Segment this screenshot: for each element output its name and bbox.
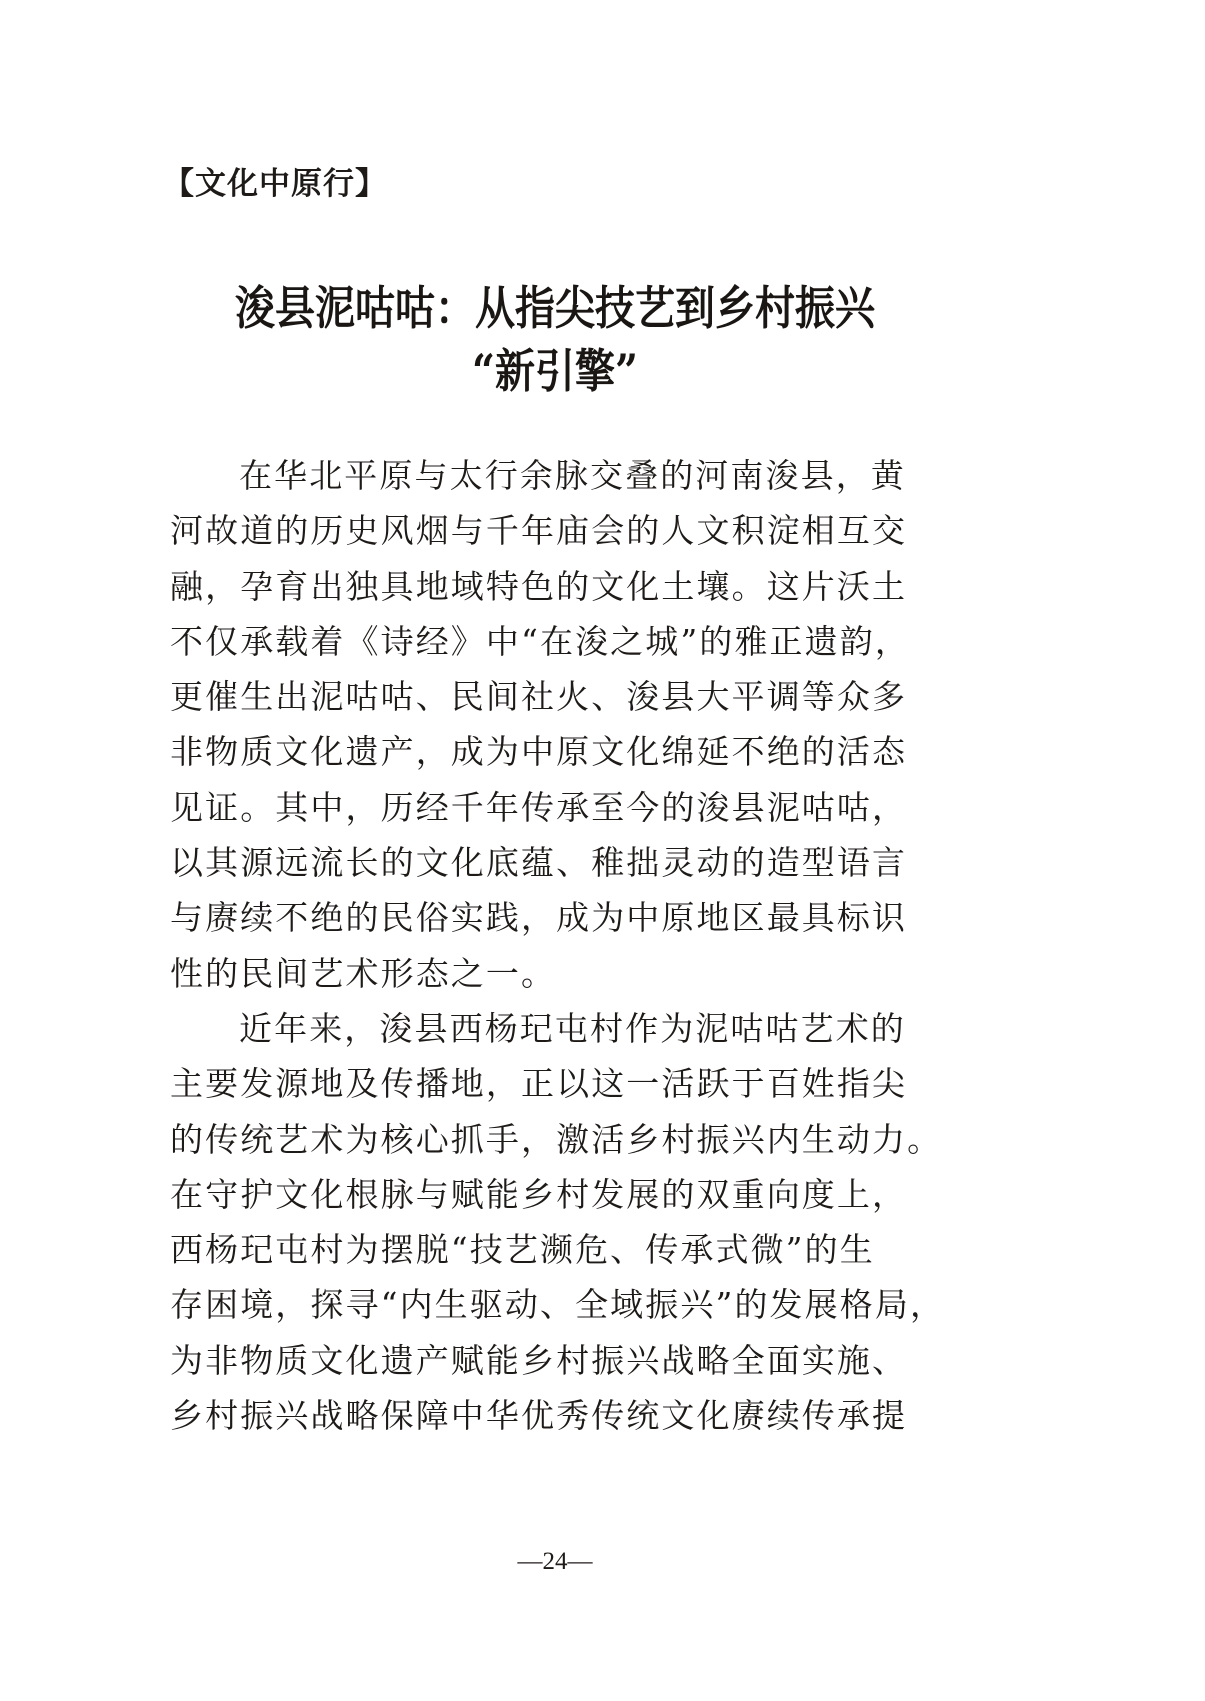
paragraph-1-line: 更催生出泥咕咕、民间社火、浚县大平调等众多 bbox=[170, 677, 908, 717]
paragraph-1-line: 性的民间艺术形态之一。 bbox=[170, 953, 557, 993]
paragraph-1-line: 与赓续不绝的民俗实践，成为中原地区最具标识 bbox=[170, 898, 908, 938]
paragraph-1-line: 在华北平原与太行余脉交叠的河南浚县，黄 bbox=[239, 456, 906, 495]
paragraph-1-line: 见证。其中，历经千年传承至今的浚县泥咕咕， bbox=[170, 787, 908, 827]
paragraph-2-line: 存困境，探寻“内生驱动、全域振兴”的发展格局， bbox=[170, 1285, 946, 1325]
paragraph-2-line: 主要发源地及传播地，正以这一活跃于百姓指尖 bbox=[170, 1064, 908, 1104]
paragraph-2-line: 西杨玘屯村为摆脱“技艺濒危、传承式微”的生 bbox=[170, 1230, 875, 1270]
paragraph-2-line: 为非物质文化遗产赋能乡村振兴战略全面实施、 bbox=[170, 1340, 908, 1380]
paragraph-2-line: 在守护文化根脉与赋能乡村发展的双重向度上， bbox=[170, 1174, 908, 1214]
paragraph-1-line: 不仅承载着《诗经》中“在浚之城”的雅正遗韵， bbox=[170, 621, 910, 661]
article-title-line-2: “新引擎” bbox=[471, 344, 638, 399]
article-body bbox=[170, 448, 945, 1443]
paragraph-1-line: 以其源远流长的文化底蕴、稚拙灵动的造型语言 bbox=[170, 843, 908, 883]
paragraph-1-line: 非物质文化遗产，成为中原文化绵延不绝的活态 bbox=[170, 732, 908, 772]
paragraph-2-line: 的传统艺术为核心抓手，激活乡村振兴内生动力。 bbox=[170, 1119, 943, 1159]
paragraph-1-line: 融，孕育出独具地域特色的文化土壤。这片沃土 bbox=[170, 566, 908, 606]
article-title-line-1: 浚县泥咕咕：从指尖技艺到乡村振兴 bbox=[235, 281, 875, 336]
paragraph-1-line: 河故道的历史风烟与千年庙会的人文积淀相互交 bbox=[170, 511, 908, 551]
column-tag: 【文化中原行】 bbox=[163, 166, 387, 202]
paragraph-2-line: 近年来，浚县西杨玘屯村作为泥咕咕艺术的 bbox=[239, 1008, 906, 1048]
paragraph-2-line: 乡村振兴战略保障中华优秀传统文化赓续传承提 bbox=[170, 1396, 908, 1436]
page-number: —24— bbox=[517, 1548, 593, 1575]
